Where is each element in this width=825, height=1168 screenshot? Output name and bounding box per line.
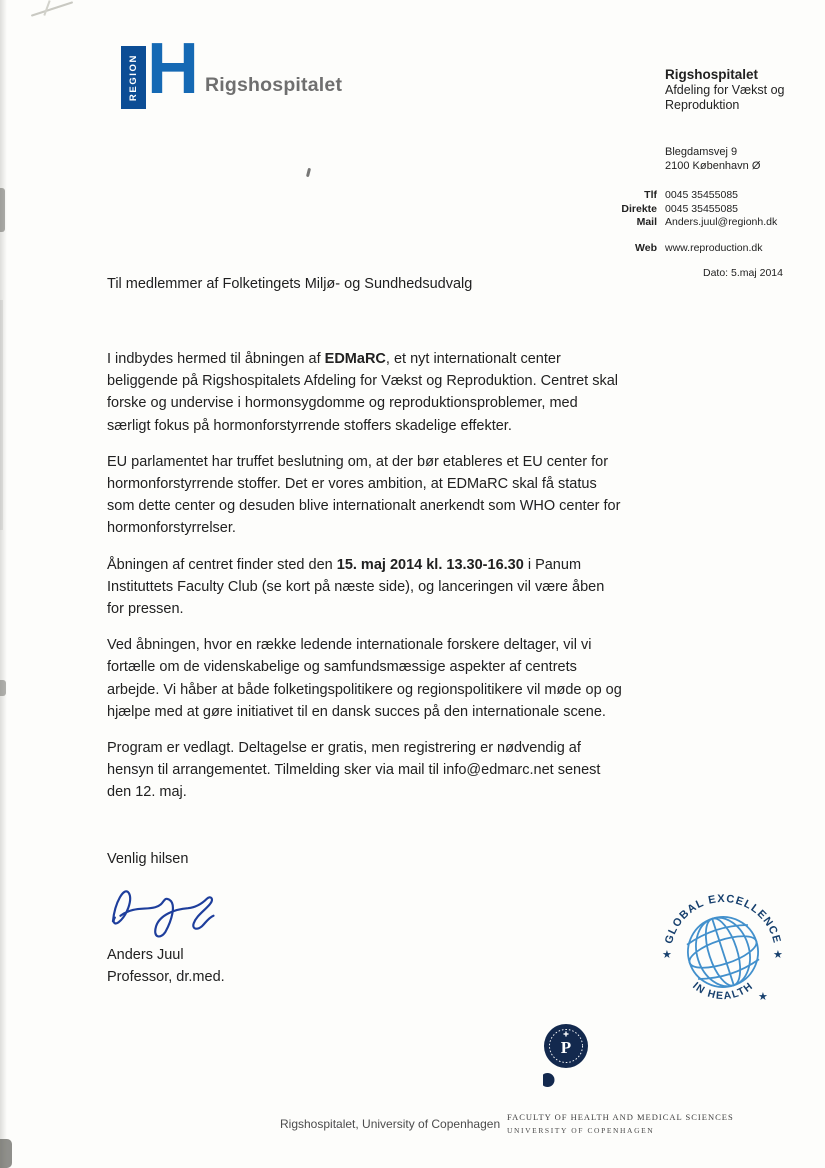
badge-arc-top-text: GLOBAL EXCELLENCE [663,892,783,946]
scan-stray-mark [306,168,311,177]
letter-paragraph: I indbydes hermed til åbningen af EDMaRC, et nyt internationalt center beliggende på Rigshospitalets Afdeling for Vækst og Reproduktion. Centret skal forske og undervise i hormonsygdomme og reproduktionsproblemer, med særligt fokus på hormonforstyrrende stoffers skadelige effekter. [107,351,619,434]
letter-paragraph: Åbningen af centret finder sted den 15. maj 2014 kl. 13.30-16.30 i Panum Instituttets Faculty Club (se kort på næste side), og lanceringen vil være åben for pressen. [107,556,605,618]
signer-name: Anders Juul [107,946,184,963]
contact-row [575,203,800,217]
contact-value: 0045 35455085 [665,202,738,215]
globe-icon [679,908,767,996]
scan-smudge [0,188,5,232]
contact-list [575,189,800,255]
contact-row [575,242,800,256]
scan-crease [31,1,73,16]
dept-line-1: Afdeling for Vækst og [665,83,785,97]
recipient-line: Til medlemmer af Folketingets Miljø- og Sundhedsudvalg [107,276,473,292]
global-excellence-badge [661,888,785,1012]
signer-title: Professor, dr.med. [107,968,225,985]
university-name: UNIVERSITY OF COPENHAGEN [507,1126,655,1135]
letter-paragraphs [107,348,622,804]
contact-value: Anders.juul@regionh.dk [665,216,778,228]
letter-body [107,348,622,988]
letter-paragraph: Program er vedlagt. Deltagelse er gratis, men registrering er nødvendig af hensyn til arrangementet. Tilmelding sker via mail til info@edmarc.net senest den 12. maj. [107,740,601,801]
star-icon: ★ [662,949,672,961]
contact-label: Mail [636,216,657,228]
scan-edge-shadow [0,0,7,1168]
address-line-1: Blegdamsvej 9 [665,146,738,158]
closing-line: Venlig hilsen [107,850,189,867]
org-name: Rigshospitalet [665,67,759,82]
scan-smudge [0,1139,12,1168]
contact-label: Direkte [621,202,657,215]
contact-value: 0045 35455085 [665,189,738,201]
star-icon: ★ [758,991,768,1003]
seal-dot [543,1073,555,1087]
region-label: REGION [128,53,139,102]
region-logo-bar [121,46,146,109]
header-contact-block [575,66,800,279]
contact-value: www.reproduction.dk [665,241,763,254]
scan-smudge [0,300,3,530]
letter-paragraph: Ved åbningen, hvor en række ledende internationale forskere deltager, vil vi fortælle om de videnskabelige og samfundsmæssige aspekter af centrets arbejde. Vi håber at både folketingspolitikere og regionspolitikere vil møde op og hjælpe med at gøre initiativet til en dansk succes på den internationale scene. [107,637,622,720]
contact-row [575,216,800,230]
contact-label: Tlf [644,189,657,201]
region-h-letter: H [147,29,199,109]
scan-smudge [0,680,6,696]
faculty-name: FACULTY OF HEALTH AND MEDICAL SCIENCES [507,1112,734,1122]
contact-row [575,189,800,203]
footer-attribution: Rigshospitalet, University of Copenhagen [280,1117,501,1131]
letter-paragraph: EU parlamentet har truffet beslutning om, at der bør etableres et EU center for hormonforstyrrende stoffer. Det er vores ambition, at EDMaRC skal få status som dette center og desuden blive internationalt anerkendt som WHO center for hormonforstyrrelser. [107,453,621,537]
svg-text:P: P [560,1038,572,1057]
badge-arc-bottom-text: IN HEALTH [690,979,756,1003]
address-line-2: 2100 København Ø [665,160,761,172]
star-icon: ★ [773,949,783,961]
contact-label: Web [635,241,657,254]
brand-wordmark: Rigshospitalet [205,74,343,96]
signature-image [103,880,245,942]
date-line: Dato: 5.maj 2014 [703,267,783,279]
university-seal-icon [543,1023,603,1093]
region-h-logo [121,29,199,109]
dept-line-2: Reproduktion [665,98,740,112]
